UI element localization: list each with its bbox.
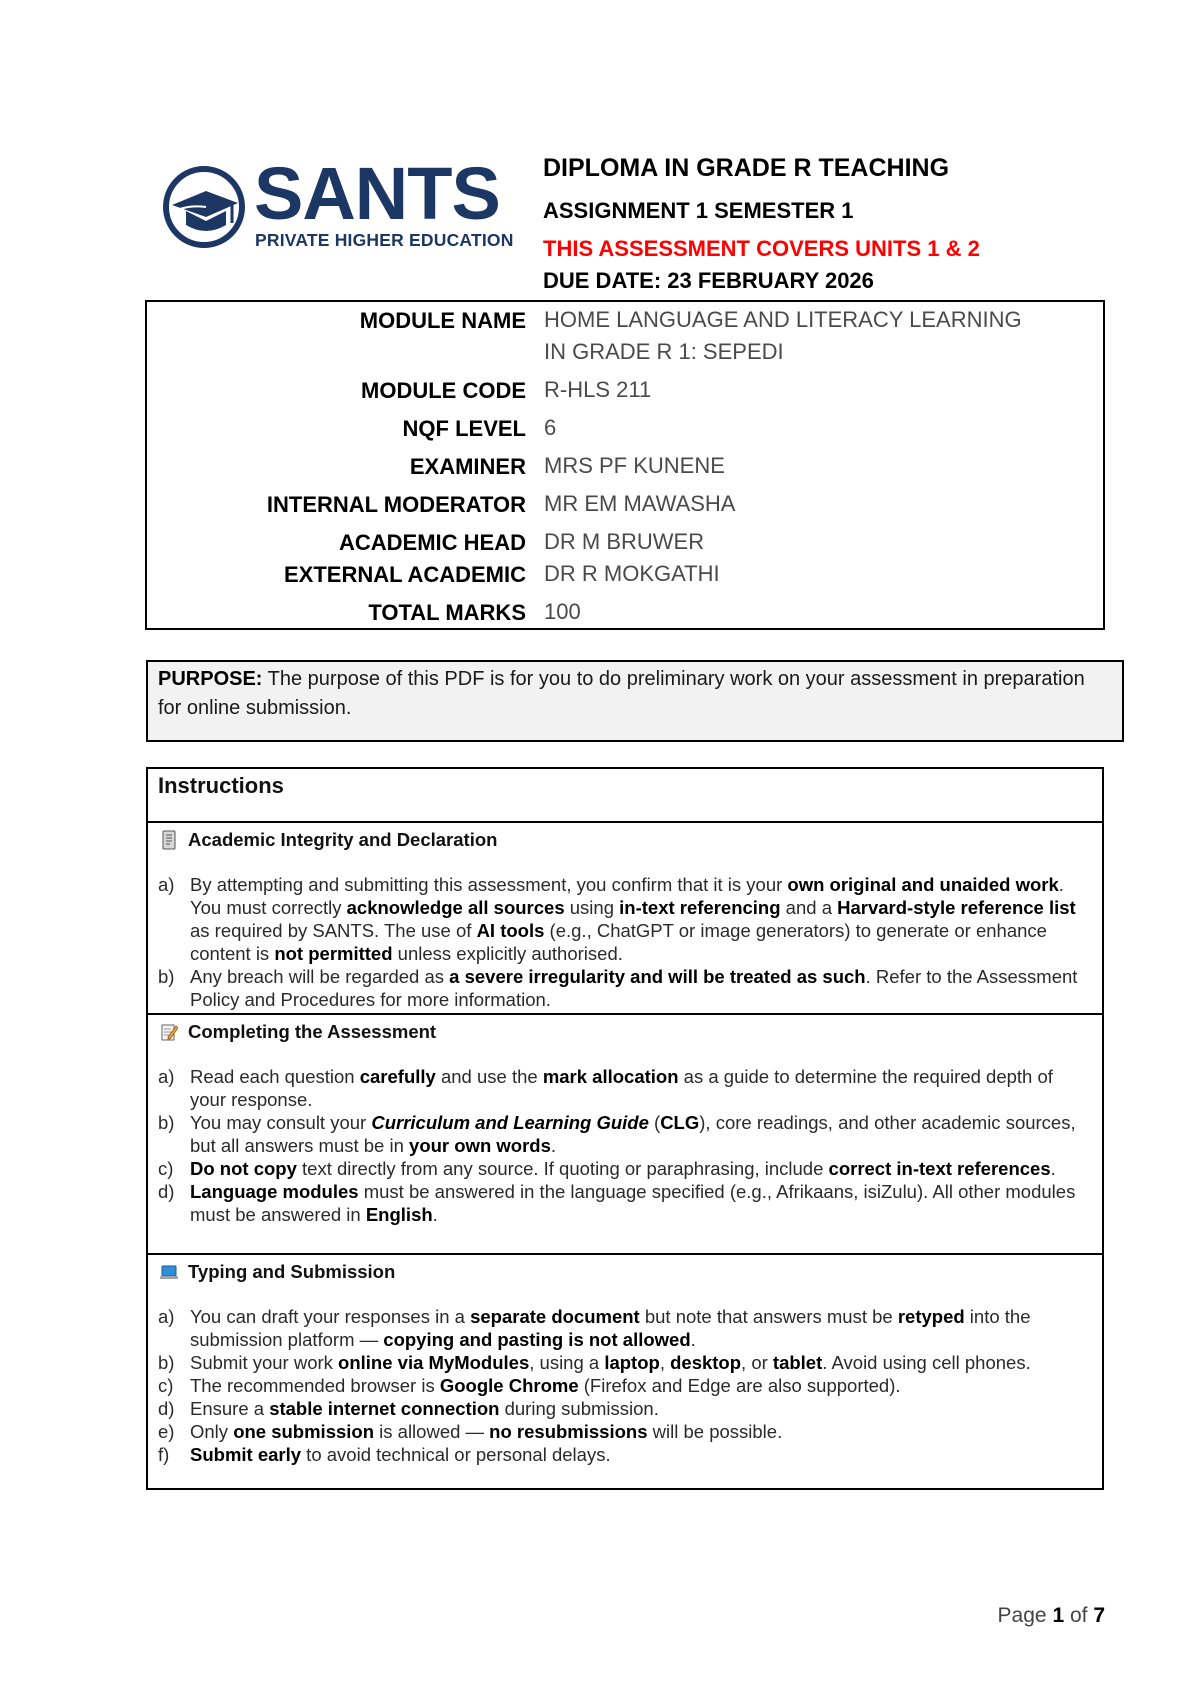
item-marker: b) [158,966,175,987]
item-text: Only [190,1421,234,1442]
item-marker: c) [158,1158,174,1179]
item-text: ( [648,1112,661,1133]
section-title [160,829,497,851]
info-label: MODULE NAME [359,308,526,333]
page-current: 1 [1052,1604,1065,1627]
page-prefix: Page [997,1604,1053,1627]
purpose-label: PURPOSE: [158,668,263,690]
item-text: (Firefox and Edge are also supported). [578,1375,901,1396]
instructions-title: Instructions [158,773,284,798]
item-emphasis: Google Chrome [439,1375,579,1396]
section-title [160,1021,436,1043]
info-label: EXAMINER [409,454,526,479]
item-text: ), core readings, and other academic sources, but all answers must be in [190,1112,1076,1156]
item-text: unless explicitly authorised. [392,943,623,964]
instruction-item [158,1305,1090,1351]
item-marker: a) [158,874,175,895]
item-text: as a guide to determine the required depth of your response. [190,1066,1053,1110]
item-text: must be answered in the language specified (e.g., Afrikaans, isiZulu). All other modules must be answered in [190,1181,1076,1225]
item-text: Ensure a [190,1398,270,1419]
info-value: HOME LANGUAGE AND LITERACY LEARNING [544,307,1022,332]
item-emphasis: Do not copy [190,1158,297,1179]
item-emphasis: English [365,1204,433,1225]
item-emphasis: correct in-text references [828,1158,1051,1179]
item-text: Submit your work [190,1352,339,1373]
section-title [160,1261,395,1283]
section-items [158,1065,1090,1226]
item-text: text directly from any source. If quoting or paraphrasing, include [296,1158,829,1179]
instruction-item [158,965,1090,1011]
info-value-line2: IN GRADE R 1: SEPEDI [544,339,784,364]
instruction-item [158,1420,1090,1443]
instruction-item [158,1180,1090,1226]
item-text: The recommended browser is [190,1375,440,1396]
info-label: ACADEMIC HEAD [339,530,526,555]
item-text: . [550,1135,557,1156]
instructions-box [146,767,1104,1490]
item-text: , [659,1352,671,1373]
scroll-icon [160,830,178,850]
item-text: , using a [529,1352,605,1373]
item-emphasis: AI tools [476,920,545,941]
item-emphasis: Language modules [190,1181,359,1202]
item-marker: d) [158,1181,175,1202]
instruction-item [158,873,1090,965]
purpose-box [146,660,1124,742]
info-label: EXTERNAL ACADEMIC [283,562,526,587]
item-text: . You must correctly [190,874,1064,918]
info-label: MODULE CODE [361,378,526,403]
instruction-item [158,1397,1090,1420]
instruction-item [158,1351,1090,1374]
item-marker: f) [158,1444,170,1465]
page-total: 7 [1093,1604,1105,1627]
instruction-item [158,1065,1090,1111]
item-emphasis: one submission [233,1421,375,1442]
item-text: . Avoid using cell phones. [822,1352,1031,1373]
item-text: Read each question [190,1066,360,1087]
info-value: DR M BRUWER [544,529,705,554]
pencil-paper-icon [160,1022,178,1042]
instruction-item [158,1111,1090,1157]
info-label: TOTAL MARKS [368,600,526,625]
item-text: is allowed — [374,1421,490,1442]
item-emphasis: in-text referencing [619,897,781,918]
module-info-table [145,300,1105,630]
item-emphasis: Curriculum and Learning Guide [371,1112,649,1133]
item-marker: c) [158,1375,174,1396]
section-academic-integrity [148,823,1102,1015]
item-text: . [690,1329,696,1350]
item-emphasis: desktop [670,1352,742,1373]
instruction-item [158,1157,1090,1180]
item-text: . [1050,1158,1056,1179]
item-text: to avoid technical or personal delays. [301,1444,611,1465]
item-text: , or [741,1352,773,1373]
section-completing-assessment [148,1015,1102,1255]
document-title: DIPLOMA IN GRADE R TEACHING [543,154,950,182]
assignment-label: ASSIGNMENT 1 SEMESTER 1 [543,198,854,223]
item-text: but note that answers must be [639,1306,898,1327]
logo-wordmark: SANTS [254,152,500,235]
item-text: will be possible. [647,1421,783,1442]
info-value: MR EM MAWASHA [544,491,736,516]
info-value: R-HLS 211 [544,377,652,402]
due-date: DUE DATE: 23 FEBRUARY 2026 [543,268,874,293]
item-emphasis: mark allocation [542,1066,679,1087]
item-text: (e.g., ChatGPT or image generators) to generate or enhance content is [190,920,1047,964]
section-title-text: Completing the Assessment [188,1021,437,1042]
item-emphasis: copying and pasting is not allowed [383,1329,691,1350]
item-marker: b) [158,1112,175,1133]
section-title-text: Typing and Submission [188,1261,396,1282]
coverage-notice: THIS ASSESSMENT COVERS UNITS 1 & 2 [543,236,980,261]
item-text: Any breach will be regarded as [190,966,450,987]
item-emphasis: your own words [409,1135,551,1156]
laptop-icon [160,1262,178,1282]
item-text: You can draft your responses in a [190,1306,471,1327]
item-marker: d) [158,1398,175,1419]
purpose-text: The purpose of this PDF is for you to do preliminary work on your assessment in preparation for online submission. [158,668,1085,719]
graduation-cap-logo-icon [162,165,246,249]
item-text: and use the [435,1066,543,1087]
item-text: as required by SANTS. The use of [190,920,477,941]
instruction-item [158,1374,1090,1397]
info-value: 6 [544,415,557,440]
item-emphasis: acknowledge all sources [346,897,565,918]
section-typing-submission [148,1255,1102,1492]
item-emphasis: Submit early [190,1444,302,1465]
item-text: By attempting and submitting this assessment, you confirm that it is your [190,874,788,895]
item-text: . Refer to the Assessment Policy and Procedures for more information. [190,966,1078,1010]
item-emphasis: Harvard-style reference list [837,897,1076,918]
item-emphasis: retyped [897,1306,965,1327]
instruction-item [158,1443,1090,1466]
item-marker: a) [158,1306,175,1327]
page-middle: of [1064,1604,1094,1627]
item-marker: a) [158,1066,175,1087]
item-text: into the submission platform — [190,1306,1031,1350]
info-label: NQF LEVEL [402,416,526,441]
item-emphasis: laptop [604,1352,660,1373]
item-text: during submission. [499,1398,659,1419]
section-items [158,1305,1090,1466]
instructions-header [148,769,1102,823]
item-emphasis: no resubmissions [489,1421,648,1442]
item-emphasis: separate document [470,1306,640,1327]
item-emphasis: online via MyModules [338,1352,530,1373]
item-marker: b) [158,1352,175,1373]
item-emphasis: CLG [660,1112,700,1133]
logo-tagline: PRIVATE HIGHER EDUCATION [255,230,514,250]
item-emphasis: own original and unaided work [787,874,1059,895]
info-value: MRS PF KUNENE [544,453,725,478]
info-value: 100 [544,599,581,624]
item-emphasis: tablet [772,1352,823,1373]
item-emphasis: stable internet connection [269,1398,500,1419]
item-emphasis: not permitted [274,943,393,964]
page-number [998,1604,1105,1628]
sants-logo [162,152,514,253]
item-text: . [432,1204,438,1225]
info-label: INTERNAL MODERATOR [266,492,526,517]
item-marker: e) [158,1421,175,1442]
info-value: DR R MOKGATHI [544,561,720,586]
item-emphasis: carefully [359,1066,436,1087]
item-text: and a [780,897,838,918]
item-text: You may consult your [190,1112,372,1133]
item-text: using [564,897,620,918]
item-emphasis: a severe irregularity and will be treated as such [449,966,866,987]
section-items [158,873,1090,1011]
section-title-text: Academic Integrity and Declaration [188,829,498,850]
